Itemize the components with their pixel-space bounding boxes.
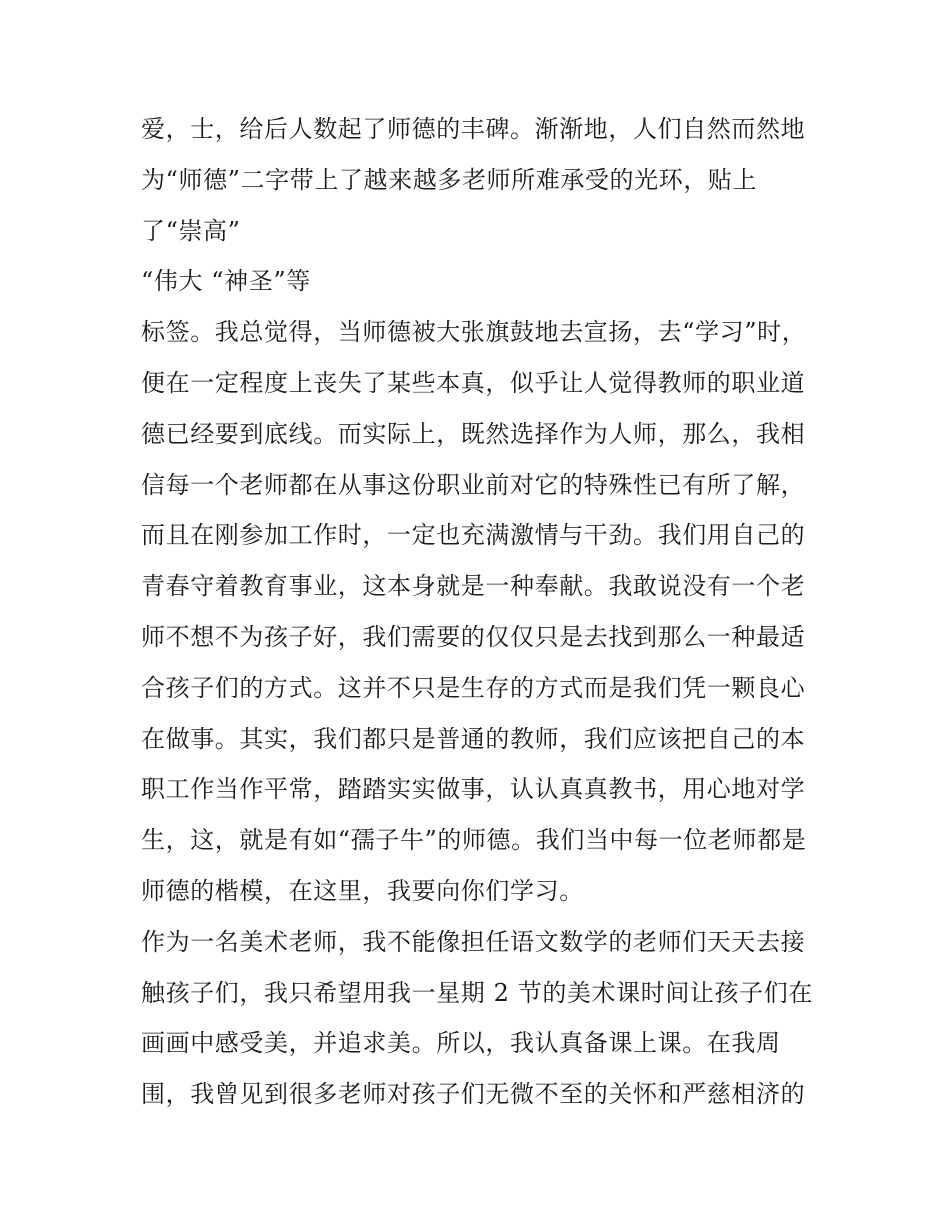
text-line-11: 师不想不为孩子好，我们需要的仅仅只是去找到那么一种最适 <box>141 622 806 651</box>
text-line-14: 职工作当作平常，踏踏实实做事，认认真真教书，用心地对学 <box>141 775 806 804</box>
text-line-15: 生，这，就是有如“孺子牛”的师德。我们当中每一位老师都是 <box>141 826 807 855</box>
text-line-18: 触孩子们，我只希望用我一星期 2 节的美术课时间让孩子们在 <box>141 978 813 1007</box>
text-line-16: 师德的楷模，在这里，我要向你们学习。 <box>141 876 584 905</box>
text-line-7: 德已经要到底线。而实际上，既然选择作为人师，那么，我相 <box>141 419 806 448</box>
body-text <box>141 104 821 1120</box>
text-line-12: 合孩子们的方式。这并不只是生存的方式而是我们凭一颗良心 <box>141 673 806 702</box>
text-line-8: 信每一个老师都在从事这份职业前对它的特殊性已有所了解， <box>141 470 806 499</box>
text-line-17: 作为一名美术老师，我不能像担任语文数学的老师们天天去接 <box>141 927 806 956</box>
text-line-13: 在做事。其实，我们都只是普通的教师，我们应该把自己的本 <box>141 724 806 753</box>
text-line-5: 标签。我总觉得，当师德被大张旗鼓地去宣扬，去“学习”时， <box>141 318 807 347</box>
text-line-6: 便在一定程度上丧失了某些本真，似乎让人觉得教师的职业道 <box>141 368 806 397</box>
text-line-9: 而且在刚参加工作时，一定也充满激情与干劲。我们用自己的 <box>141 521 806 550</box>
text-line-10: 青春守着教育事业，这本身就是一种奉献。我敢说没有一个老 <box>141 572 806 601</box>
text-line-19: 画画中感受美，并追求美。所以，我认真备课上课。在我周 <box>141 1029 781 1058</box>
text-line-3: 了“崇高” <box>141 216 241 245</box>
text-line-4: “伟大 “神圣”等 <box>141 267 311 296</box>
text-line-2: 为“师德”二字带上了越来越多老师所难承受的光环，贴上 <box>141 165 758 194</box>
text-line-20: 围，我曾见到很多老师对孩子们无微不至的关怀和严慈相济的 <box>141 1080 806 1109</box>
text-line-1: 爱，士，给后人数起了师德的丰碑。渐渐地，人们自然而然地 <box>141 115 806 143</box>
